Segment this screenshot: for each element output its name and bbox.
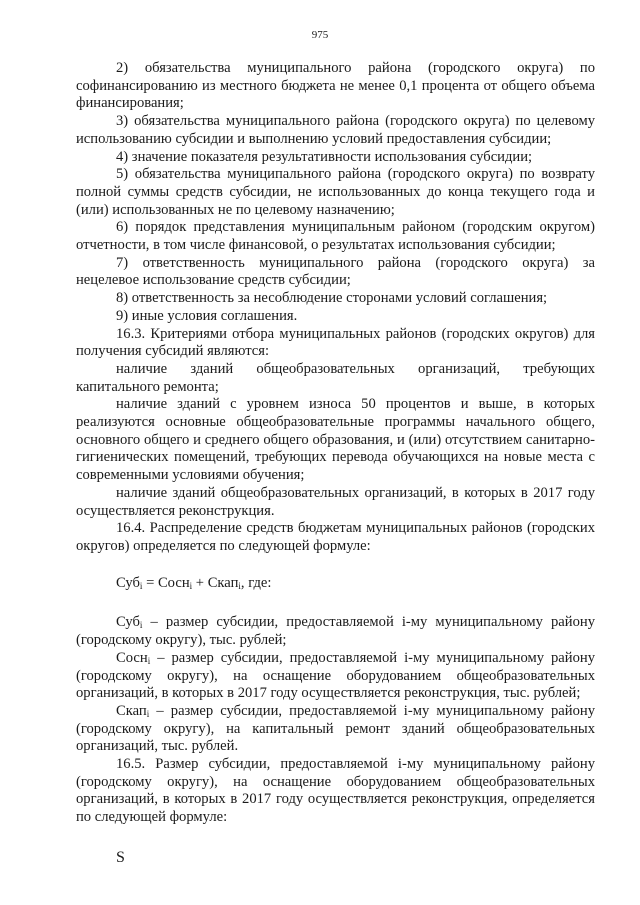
definition-symbol: Сосн xyxy=(116,649,148,666)
definition-symbol: Скап xyxy=(116,702,147,719)
paragraph: 16.5. Размер субсидии, предоставляемой i-му муниципальному району (городскому округу), на оснащение оборудованием общеобразовательных организаций, в которых в 2017 году осуществляется реконструкция, определяется по следующей формуле: xyxy=(76,756,595,826)
paragraph: наличие зданий с уровнем износа 50 процентов и выше, в которых реализуются основные общеобразовательные программы начального общего, основного общего и среднего общего образования, и (или) отсутствием санитарно-гигиенических помещений, требующих перевода обучающихся на новые места с современными условиями обучения; xyxy=(76,396,595,484)
paragraph: 4) значение показателя результативности использования субсидии; xyxy=(116,148,533,165)
definition-symbol: Суб xyxy=(116,614,140,631)
document-body xyxy=(76,60,595,867)
definition-index: i xyxy=(146,708,150,719)
formula-eq: = xyxy=(142,574,158,591)
paragraph: 6) порядок представления муниципальным районом (городским округом) отчетности, в том числе финансовой, о результатах использования субсидии; xyxy=(76,219,595,254)
paragraph: 2) обязательства муниципального района (городского округа) по софинансированию из местного бюджета не менее 0,1 процента от общего объема финансирования; xyxy=(76,60,595,112)
formula-term2: Скап xyxy=(207,574,239,591)
definition-text: – размер субсидии, предоставляемой i-му муниципальному району (городскому округу), на оснащение оборудованием общеобразовательных организаций, в которых в 2017 году осуществляется реконструкция, тыс. рублей; xyxy=(76,649,595,702)
formula-plus: + xyxy=(192,574,208,591)
paragraph: наличие зданий общеобразовательных организаций, в которых в 2017 году осуществляется реконструкция. xyxy=(76,484,595,519)
paragraph: 7) ответственность муниципального района (городского округа) за нецелевое использование средств субсидии; xyxy=(76,254,595,289)
paragraph: 5) обязательства муниципального района (городского округа) по возврату полной суммы средств субсидии, не использованных до конца текущего года и (или) использованных не по целевому назначению; xyxy=(76,166,595,218)
paragraph: 8) ответственность за несоблюдение сторонами условий соглашения; xyxy=(116,290,548,307)
formula-sub: Суб xyxy=(116,574,140,591)
paragraph: 9) иные условия соглашения. xyxy=(116,307,298,324)
formula-index: i xyxy=(139,580,143,591)
definition-text: – размер субсидии, предоставляемой i-му муниципальному району (городскому округу), тыс. рублей; xyxy=(76,614,595,649)
definition xyxy=(76,614,595,649)
definition-index: i xyxy=(147,655,151,666)
paragraph: наличие зданий общеобразовательных организаций, требующих капитального ремонта; xyxy=(76,360,595,395)
formula-where: , где: xyxy=(240,574,272,591)
formula-term1: Сосн xyxy=(157,574,190,591)
definition-text: – размер субсидии, предоставляемой i-му муниципальному району (городскому округу), на капитальный ремонт зданий общеобразовательных организаций, тыс. рублей. xyxy=(76,702,595,755)
paragraph: 16.3. Критериями отбора муниципальных районов (городских округов) для получения субсидий являются: xyxy=(76,325,595,360)
definition-index: i xyxy=(139,620,143,631)
formula-index: i xyxy=(238,580,241,591)
distribution-formula xyxy=(76,575,595,593)
definition xyxy=(76,703,595,756)
paragraph: 16.4. Распределение средств бюджетам муниципальных районов (городских округов) определяется по следующей формуле: xyxy=(76,520,595,554)
page-number: 975 xyxy=(311,29,329,41)
formula-index: i xyxy=(189,580,193,591)
formula-start-symbol: S xyxy=(116,848,125,866)
definition xyxy=(76,650,595,703)
paragraph: 3) обязательства муниципального района (городского округа) по целевому использованию субсидии и выполнению условий предоставления субсидии; xyxy=(76,113,595,147)
